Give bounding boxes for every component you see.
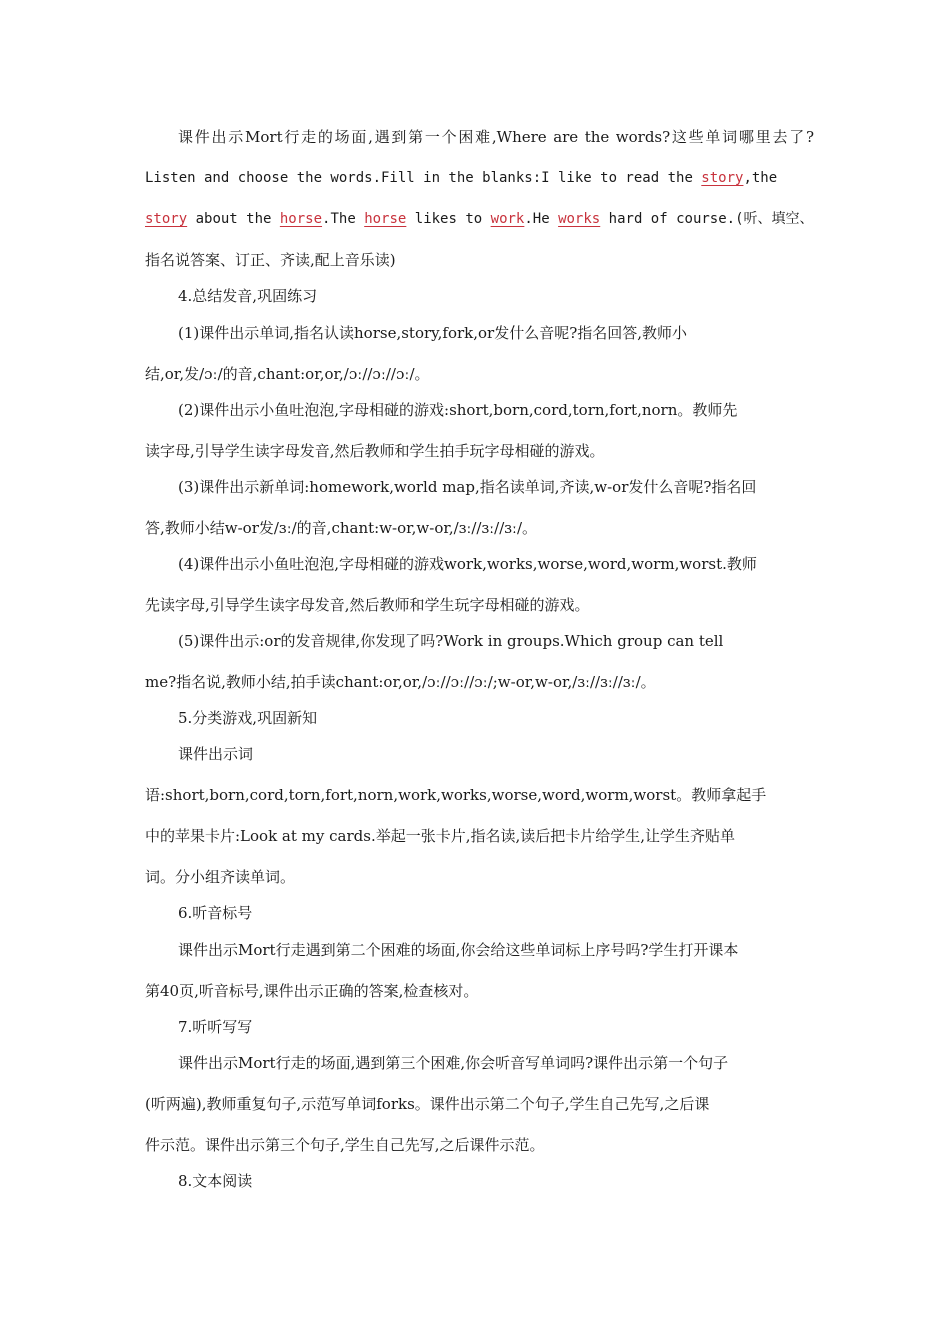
paragraph-line: (1)课件出示单词,指名认读horse,story,fork,or发什么音呢?指名回答,教师小 <box>178 324 688 342</box>
text-run: likes to <box>406 211 491 227</box>
paragraph-line: (3)课件出示新单词:homework,world map,指名读单词,齐读,w-or发什么音呢?指名回 <box>178 478 757 496</box>
answer-word-story: story <box>145 211 188 227</box>
paragraph-line: (2)课件出示小鱼吐泡泡,字母相碰的游戏:short,born,cord,torn,fort,norn。教师先 <box>178 401 738 419</box>
paragraph-line: (4)课件出示小鱼吐泡泡,字母相碰的游戏work,works,worse,word,worm,worst.教师 <box>178 555 757 573</box>
paragraph-line: (听两遍),教师重复句子,示范写单词forks。课件出示第二个句子,学生自己先写,之后课 <box>145 1095 710 1113</box>
section-heading: 4.总结发音,巩固练习 <box>178 287 318 305</box>
paragraph-line: me?指名说,教师小结,拍手读chant:or,or,/ɔː//ɔː//ɔː/;w-or,w-or,/ɜː//ɜː//ɜː/。 <box>145 673 656 691</box>
paragraph-line: 第40页,听音标号,课件出示正确的答案,检查核对。 <box>145 982 479 1000</box>
text-run: .He <box>524 211 559 227</box>
text-run: .The <box>322 211 365 227</box>
paragraph-line: 课件出示Mort行走的场面,遇到第一个困难,Where are the words?这些单词哪里去了? <box>178 128 814 146</box>
paragraph-line: 课件出示词 <box>178 745 254 763</box>
answer-word-work: work <box>490 211 525 227</box>
text-run: hard of course.(听、填空、 <box>600 211 814 227</box>
paragraph-line: 课件出示Mort行走遇到第二个困难的场面,你会给这些单词标上序号吗?学生打开课本 <box>178 941 739 959</box>
paragraph-line: 词。分小组齐读单词。 <box>145 868 296 886</box>
paragraph-line: 语:short,born,cord,torn,fort,norn,work,works,worse,word,worm,worst。教师拿起手 <box>145 786 767 804</box>
section-heading: 7.听听写写 <box>178 1018 253 1036</box>
answer-word-horse: horse <box>279 211 323 227</box>
section-heading: 6.听音标号 <box>178 904 253 922</box>
answer-word-story: story <box>701 170 744 186</box>
paragraph-line: 件示范。课件出示第三个句子,学生自己先写,之后课件示范。 <box>145 1136 545 1154</box>
paragraph-line: 中的苹果卡片:Look at my cards.举起一张卡片,指名读,读后把卡片给学生,让学生齐贴单 <box>145 827 736 845</box>
paragraph-line: 答,教师小结w-or发/ɜː/的音,chant:w-or,w-or,/ɜː//ɜː//ɜː/。 <box>145 519 538 537</box>
text-run: about the <box>187 211 280 227</box>
section-heading: 8.文本阅读 <box>178 1172 253 1190</box>
paragraph-line: (5)课件出示:or的发音规律,你发现了吗?Work in groups.Which group can tell <box>178 632 724 650</box>
paragraph-line: 结,or,发/ɔː/的音,chant:or,or,/ɔː//ɔː//ɔː/。 <box>145 365 430 383</box>
answer-word-horse: horse <box>364 211 407 227</box>
answer-word-works: works <box>558 211 601 227</box>
paragraph-line <box>145 209 814 229</box>
paragraph-line: 读字母,引导学生读字母发音,然后教师和学生拍手玩字母相碰的游戏。 <box>145 442 605 460</box>
paragraph-line: 指名说答案、订正、齐读,配上音乐读) <box>145 251 396 269</box>
paragraph-line: 先读字母,引导学生读字母发音,然后教师和学生玩字母相碰的游戏。 <box>145 596 590 614</box>
section-heading: 5.分类游戏,巩固新知 <box>178 709 318 727</box>
text-run: Listen and choose the words.Fill in the blanks:I like to read the <box>145 170 702 186</box>
paragraph-line <box>145 168 777 188</box>
text-run: ,the <box>743 170 778 186</box>
paragraph-line: 课件出示Mort行走的场面,遇到第三个困难,你会听音写单词吗?课件出示第一个句子 <box>178 1054 729 1072</box>
